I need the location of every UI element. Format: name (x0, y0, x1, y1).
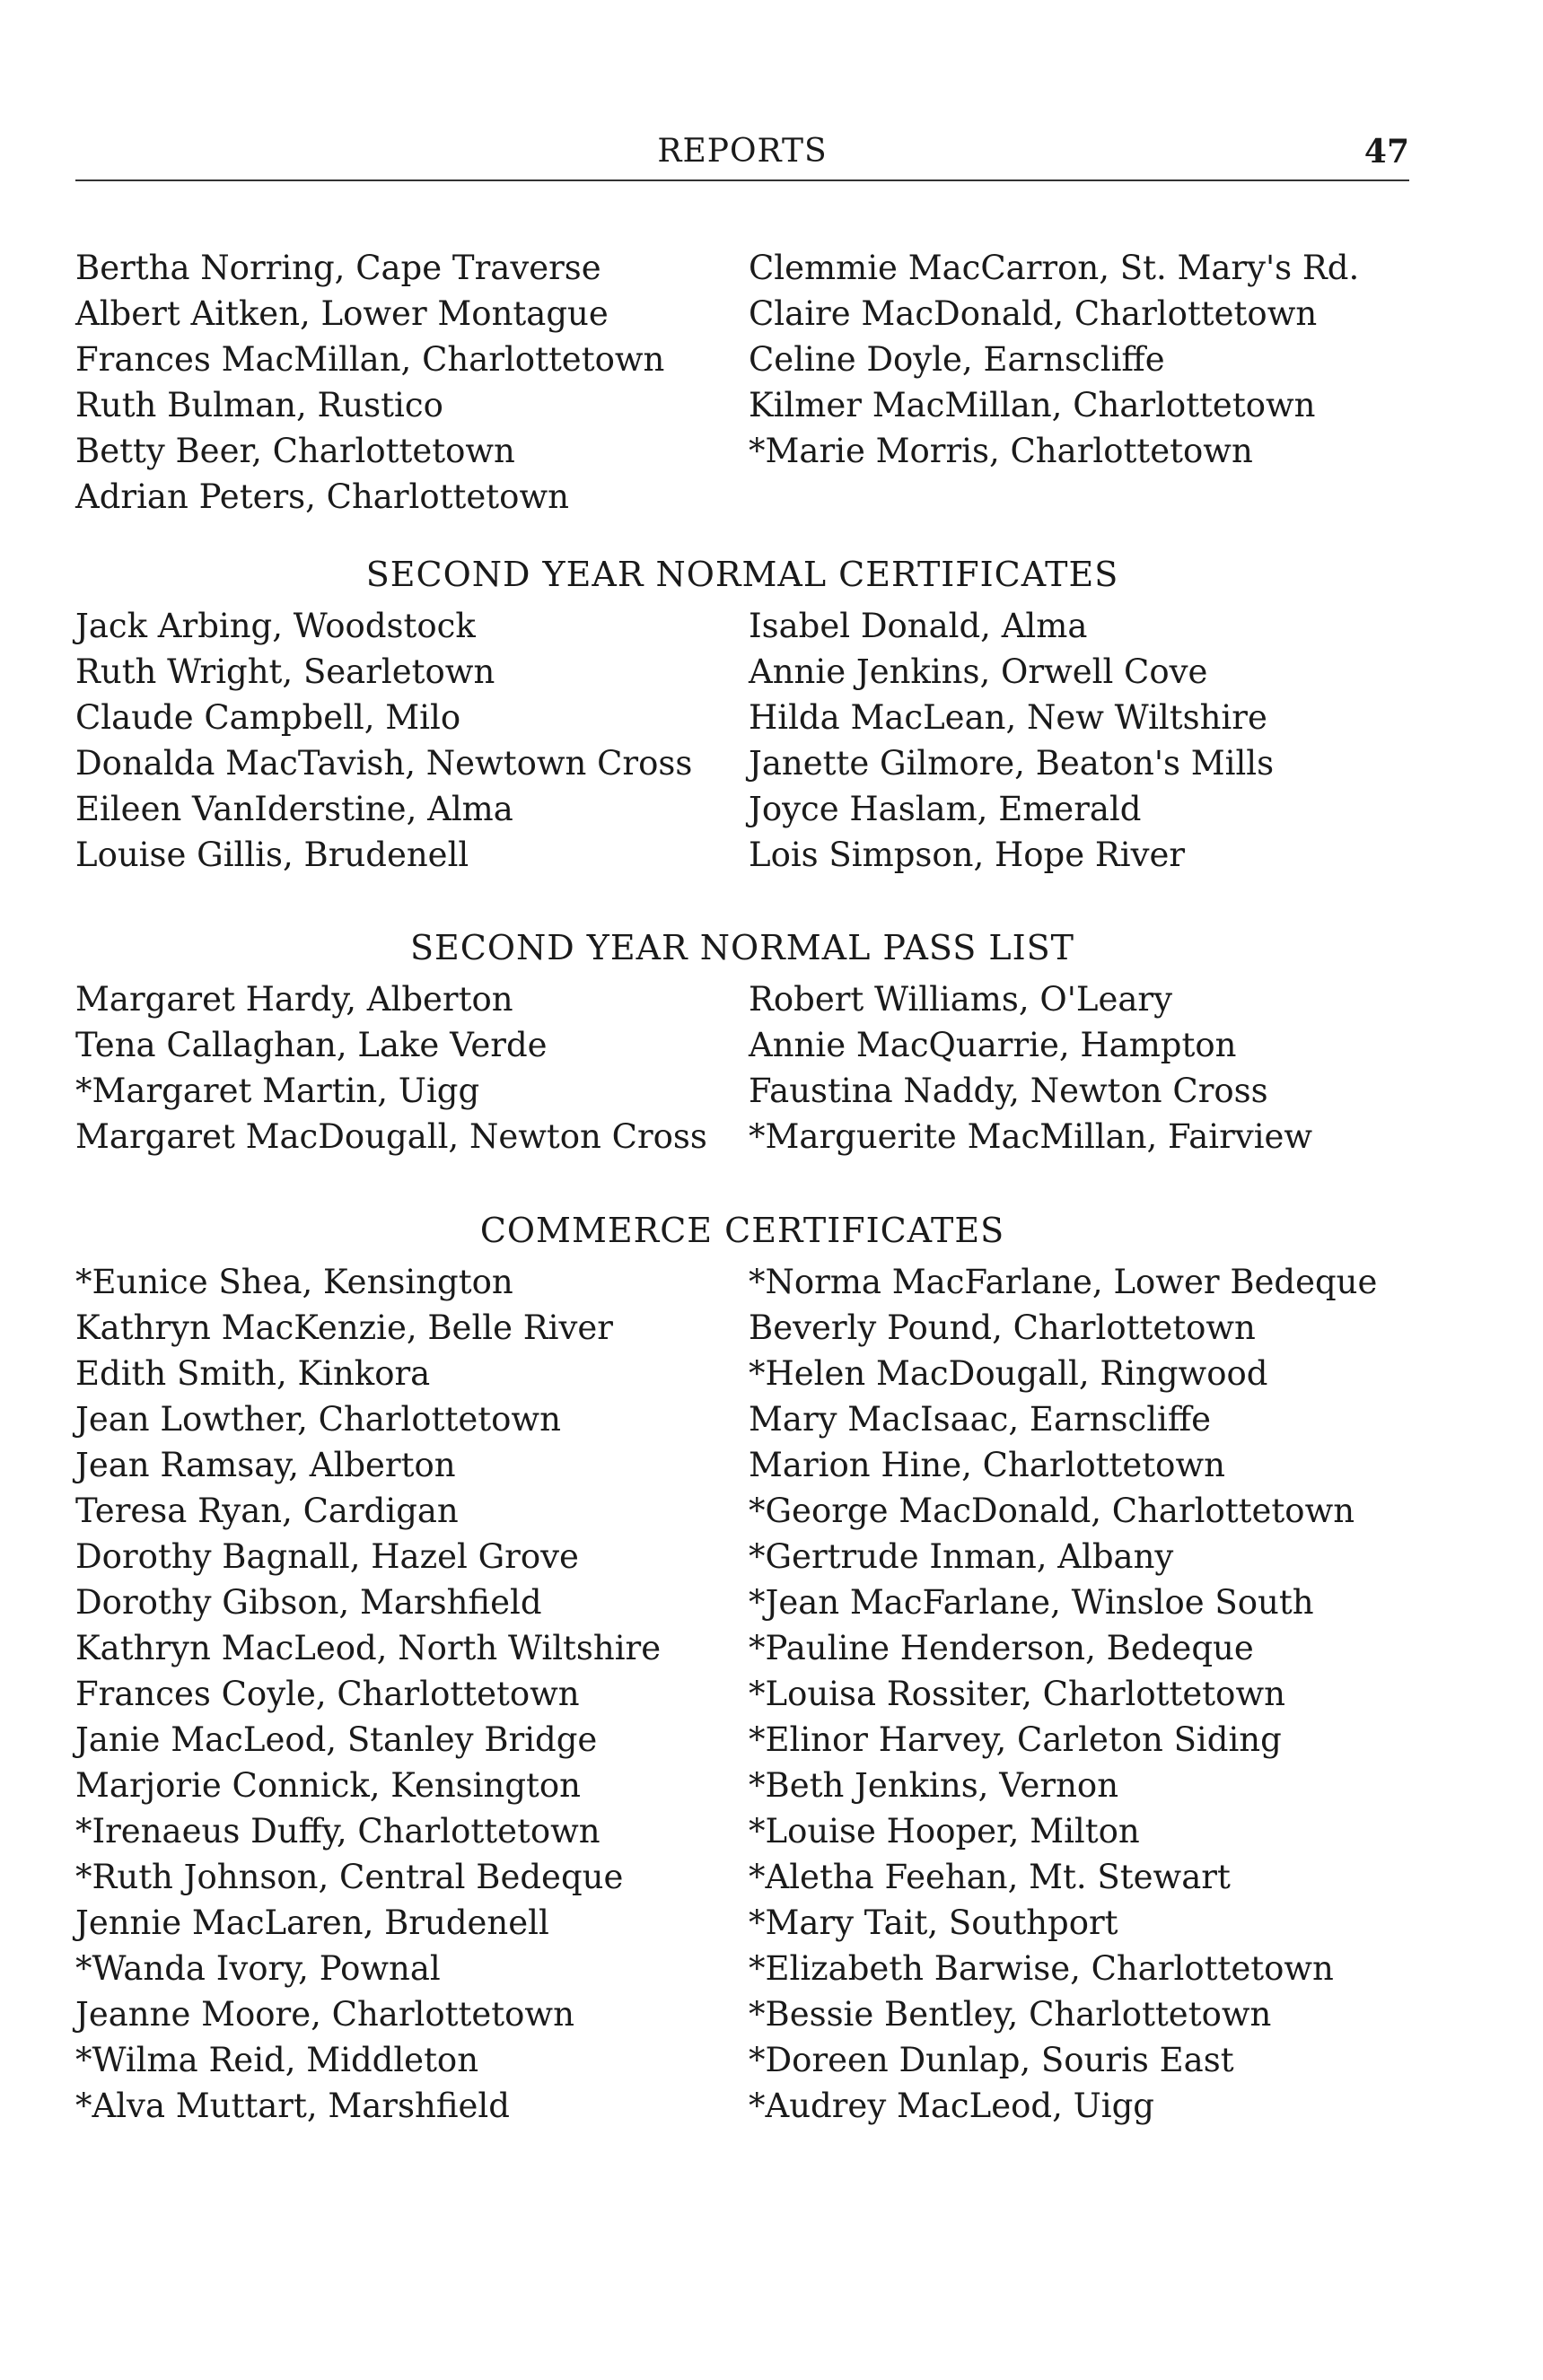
left-column (75, 603, 749, 878)
list-item: *Irenaeus Duffy, Charlottetown (75, 1812, 601, 1851)
list-item: Claude Campbell, Milo (75, 698, 461, 737)
list-item: *Gertrude Inman, Albany (749, 1537, 1174, 1576)
list-item: *Wilma Reid, Middleton (75, 2041, 479, 2079)
list-item: Betty Beer, Charlottetown (75, 432, 515, 470)
list-item: Albert Aitken, Lower Montague (75, 294, 609, 333)
list-item: Dorothy Gibson, Marshfield (75, 1583, 542, 1622)
list-item: Bertha Norring, Cape Traverse (75, 249, 601, 287)
list-item: *Bessie Bentley, Charlottetown (749, 1995, 1272, 2034)
page-header (75, 133, 1409, 187)
list-item: *Margaret Martin, Uigg (75, 1072, 480, 1110)
left-column (75, 245, 749, 520)
list-item: Kilmer MacMillan, Charlottetown (749, 386, 1316, 424)
list-item: Margaret MacDougall, Newton Cross (75, 1117, 707, 1156)
two-column-list (75, 245, 1409, 520)
list-item: Faustina Naddy, Newton Cross (749, 1072, 1268, 1110)
list-item: Jennie MacLaren, Brudenell (75, 1903, 549, 1942)
list-item: Jean Lowther, Charlottetown (75, 1400, 561, 1439)
list-item: *Helen MacDougall, Ringwood (749, 1354, 1268, 1393)
list-item: *Audrey MacLeod, Uigg (749, 2087, 1154, 2125)
list-item: Ruth Wright, Searletown (75, 652, 495, 691)
list-item: Mary MacIsaac, Earnscliffe (749, 1400, 1212, 1439)
list-item: Janie MacLeod, Stanley Bridge (75, 1720, 598, 1759)
list-item: Tena Callaghan, Lake Verde (75, 1026, 548, 1064)
list-item: *Beth Jenkins, Vernon (749, 1766, 1119, 1805)
commerce-certificates-section (75, 1202, 1409, 2129)
list-item: *Ruth Johnson, Central Bedeque (75, 1858, 624, 1896)
list-item: Marion Hine, Charlottetown (749, 1446, 1225, 1484)
two-column-list (75, 976, 1409, 1159)
list-item: Isabel Donald, Alma (749, 607, 1088, 645)
list-item: *Louise Hooper, Milton (749, 1812, 1140, 1851)
list-item: Celine Doyle, Earnscliffe (749, 340, 1165, 379)
list-item: Robert Williams, O'Leary (749, 980, 1173, 1019)
list-item: *Norma MacFarlane, Lower Bedeque (749, 1263, 1378, 1301)
list-item: *Jean MacFarlane, Winsloe South (749, 1583, 1314, 1622)
right-column (749, 245, 1409, 520)
section-heading: COMMERCE CERTIFICATES (479, 1211, 1005, 1250)
list-item: *Marie Morris, Charlottetown (749, 432, 1253, 470)
list-item: Marjorie Connick, Kensington (75, 1766, 581, 1805)
list-item: Eileen VanIderstine, Alma (75, 790, 513, 828)
list-item: Annie MacQuarrie, Hampton (749, 1026, 1237, 1064)
list-item: Annie Jenkins, Orwell Cove (749, 652, 1208, 691)
two-column-list (75, 603, 1409, 878)
list-item: Teresa Ryan, Cardigan (75, 1492, 459, 1530)
continued-list-section (75, 245, 1409, 520)
two-column-list (75, 1259, 1409, 2129)
list-item: *Marguerite MacMillan, Fairview (749, 1117, 1313, 1156)
list-item: Adrian Peters, Charlottetown (75, 477, 569, 516)
page-number: 47 (1363, 133, 1409, 171)
list-item: *Alva Muttart, Marshfield (75, 2087, 510, 2125)
list-item: Joyce Haslam, Emerald (749, 790, 1142, 828)
list-item: Frances MacMillan, Charlottetown (75, 340, 665, 379)
left-column (75, 976, 749, 1159)
list-item: *Aletha Feehan, Mt. Stewart (749, 1858, 1231, 1896)
right-column (749, 603, 1409, 878)
section-heading: SECOND YEAR NORMAL CERTIFICATES (365, 555, 1119, 594)
list-item: Frances Coyle, Charlottetown (75, 1675, 580, 1713)
left-column (75, 1259, 749, 2129)
section-heading: SECOND YEAR NORMAL PASS LIST (409, 928, 1075, 967)
document-page (75, 0, 1409, 2380)
list-item: Jack Arbing, Woodstock (75, 607, 476, 645)
right-column (749, 1259, 1409, 2129)
list-item: Claire MacDonald, Charlottetown (749, 294, 1318, 333)
list-item: *Eunice Shea, Kensington (75, 1263, 513, 1301)
list-item: Kathryn MacLeod, North Wiltshire (75, 1629, 662, 1667)
list-item: Dorothy Bagnall, Hazel Grove (75, 1537, 579, 1576)
list-item: *Pauline Henderson, Bedeque (749, 1629, 1254, 1667)
list-item: *Wanda Ivory, Pownal (75, 1949, 441, 1988)
list-item: Ruth Bulman, Rustico (75, 386, 443, 424)
second-year-normal-pass-list-section (75, 919, 1409, 1159)
list-item: *Doreen Dunlap, Souris East (749, 2041, 1234, 2079)
list-item: Jeanne Moore, Charlottetown (75, 1995, 574, 2034)
list-item: Janette Gilmore, Beaton's Mills (749, 744, 1275, 783)
list-item: Edith Smith, Kinkora (75, 1354, 431, 1393)
list-item: Clemmie MacCarron, St. Mary's Rd. (749, 249, 1360, 287)
list-item: *Louisa Rossiter, Charlottetown (749, 1675, 1285, 1713)
header-rule (75, 179, 1409, 181)
second-year-normal-certificates-section (75, 546, 1409, 878)
right-column (749, 976, 1409, 1159)
list-item: *Elizabeth Barwise, Charlottetown (749, 1949, 1334, 1988)
list-item: Margaret Hardy, Alberton (75, 980, 513, 1019)
list-item: *Elinor Harvey, Carleton Siding (749, 1720, 1282, 1759)
list-item: Donalda MacTavish, Newtown Cross (75, 744, 693, 783)
list-item: Beverly Pound, Charlottetown (749, 1308, 1256, 1347)
list-item: Kathryn MacKenzie, Belle River (75, 1308, 613, 1347)
list-item: Lois Simpson, Hope River (749, 836, 1186, 874)
list-item: Hilda MacLean, New Wiltshire (749, 698, 1267, 737)
list-item: *Mary Tait, Southport (749, 1903, 1118, 1942)
running-title: REPORTS (657, 133, 828, 170)
list-item: Louise Gillis, Brudenell (75, 836, 469, 874)
list-item: *George MacDonald, Charlottetown (749, 1492, 1355, 1530)
list-item: Jean Ramsay, Alberton (75, 1446, 456, 1484)
